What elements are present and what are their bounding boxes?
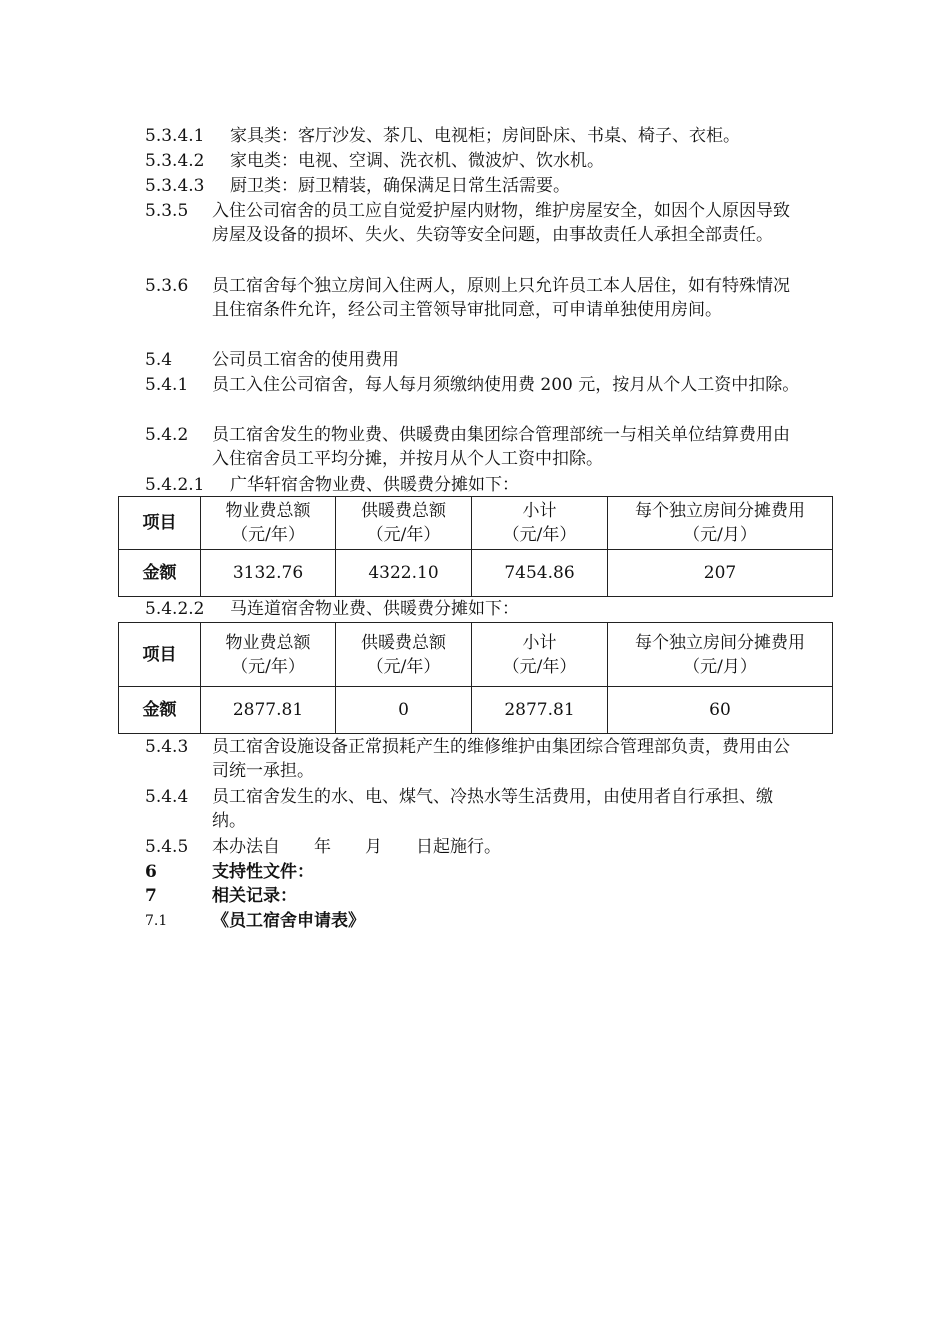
- cell-property: 3132.76: [201, 550, 336, 597]
- section-title: 支持性文件：: [212, 862, 314, 882]
- clause-number: 5.4.2: [145, 425, 189, 445]
- header-per-room-label: 每个独立房间分摊费用: [635, 632, 805, 653]
- clause-5-4-2-1: [145, 473, 815, 497]
- table-row: [119, 550, 833, 597]
- cell-heating: 4322.10: [336, 550, 472, 597]
- cell-per-room: 60: [608, 687, 833, 734]
- header-per-room: [608, 623, 833, 687]
- clause-text: 公司员工宿舍的使用费用: [212, 350, 399, 370]
- header-heating-label: 供暖费总额: [361, 632, 446, 653]
- row-label: 金额: [119, 550, 201, 597]
- clause-number: 5.3.4.1: [145, 126, 205, 146]
- record-number: 7.1: [145, 913, 168, 929]
- header-property: [201, 623, 336, 687]
- header-subtotal: [472, 623, 608, 687]
- header-item: 项目: [119, 623, 201, 687]
- header-property-label: 物业费总额: [225, 632, 311, 653]
- section-number: 6: [145, 862, 157, 882]
- header-heating: [336, 623, 472, 687]
- header-unit: （元/年）: [231, 656, 305, 677]
- header-heating: [336, 497, 472, 550]
- clause-text: 入住公司宿舍的员工应自觉爱护屋内财物，维护房屋安全，如因个人原因导致房屋及设备的损坏、失火、失窃等安全问题，由事故责任人承担全部责任。: [212, 201, 790, 245]
- header-unit: （元/年）: [502, 656, 577, 677]
- clause-text: 员工宿舍设施设备正常损耗产生的维修维护由集团综合管理部负责，费用由公司统一承担。: [212, 737, 790, 781]
- header-heating-label: 供暖费总额: [361, 501, 446, 521]
- clause-text: 员工入住公司宿舍，每人每月须缴纳使用费 200 元，按月从个人工资中扣除。: [212, 375, 800, 395]
- table-header-row: [119, 497, 833, 550]
- header-unit: （元/年）: [366, 656, 441, 677]
- table-row: [119, 687, 833, 734]
- clause-text: 厨卫类：厨卫精装，确保满足日常生活需要。: [230, 176, 570, 196]
- clause-text: 家具类：客厅沙发、茶几、电视柜；房间卧床、书桌、椅子、衣柜。: [230, 126, 740, 146]
- clause-text: 本办法自 年 月 日起施行。: [212, 837, 501, 857]
- cell-subtotal: 7454.86: [472, 550, 608, 597]
- record-title: 《员工宿舍申请表》: [212, 911, 365, 931]
- clause-5-4-2-2: [145, 597, 815, 621]
- section-number: 7: [145, 886, 157, 906]
- clause-number: 5.4.1: [145, 375, 189, 395]
- header-unit: （元/年）: [502, 525, 577, 545]
- clause-text: 员工宿舍发生的水、电、煤气、冷热水等生活费用，由使用者自行承担、缴纳。: [212, 787, 773, 831]
- clause-number: 5.4.2.1: [145, 475, 205, 495]
- clause-text: 广华轩宿舍物业费、供暖费分摊如下：: [230, 475, 519, 495]
- section-title: 相关记录：: [212, 886, 297, 906]
- clause-number: 5.4.2.2: [145, 599, 205, 619]
- clause-number: 5.3.4.2: [145, 151, 205, 171]
- clause-number: 5.4.3: [145, 737, 189, 757]
- header-subtotal-label: 小计: [522, 501, 557, 521]
- clause-text: 家电类：电视、空调、洗衣机、微波炉、饮水机。: [230, 151, 604, 171]
- header-per-room-label: 每个独立房间分摊费用: [635, 501, 805, 521]
- header-subtotal: [472, 497, 608, 550]
- clause-number: 5.4: [145, 350, 173, 370]
- header-subtotal-label: 小计: [522, 632, 557, 653]
- cell-property: 2877.81: [201, 687, 336, 734]
- header-unit: （元/月）: [683, 525, 757, 545]
- clause-text: 员工宿舍发生的物业费、供暖费由集团综合管理部统一与相关单位结算费用由入住宿舍员工平均分摊，并按月从个人工资中扣除。: [212, 425, 790, 469]
- header-per-room: [608, 497, 833, 550]
- row-label: 金额: [119, 687, 201, 734]
- cell-heating: 0: [336, 687, 472, 734]
- header-property: [201, 497, 336, 550]
- header-unit: （元/年）: [231, 525, 305, 545]
- header-property-label: 物业费总额: [225, 501, 311, 521]
- clause-text: 员工宿舍每个独立房间入住两人，原则上只允许员工本人居住，如有特殊情况且住宿条件允许，经公司主管领导审批同意，可申请单独使用房间。: [212, 276, 790, 320]
- clause-text: 马连道宿舍物业费、供暖费分摊如下：: [230, 599, 519, 619]
- clause-5-3-4-2: [145, 149, 815, 173]
- header-unit: （元/月）: [683, 656, 757, 677]
- fee-table-guanghuaxuan: [118, 496, 833, 597]
- header-item: 项目: [119, 497, 201, 550]
- clause-5-3-4-1: [145, 124, 815, 148]
- clause-number: 5.3.4.3: [145, 176, 205, 196]
- clause-number: 5.3.5: [145, 201, 189, 221]
- cell-subtotal: 2877.81: [472, 687, 608, 734]
- clause-number: 5.4.4: [145, 787, 189, 807]
- clause-5-3-4-3: [145, 174, 815, 198]
- clause-number: 5.3.6: [145, 276, 189, 296]
- clause-number: 5.4.5: [145, 837, 189, 857]
- fee-table-maliandao: [118, 622, 833, 734]
- header-unit: （元/年）: [366, 525, 441, 545]
- cell-per-room: 207: [608, 550, 833, 597]
- table-header-row: [119, 623, 833, 687]
